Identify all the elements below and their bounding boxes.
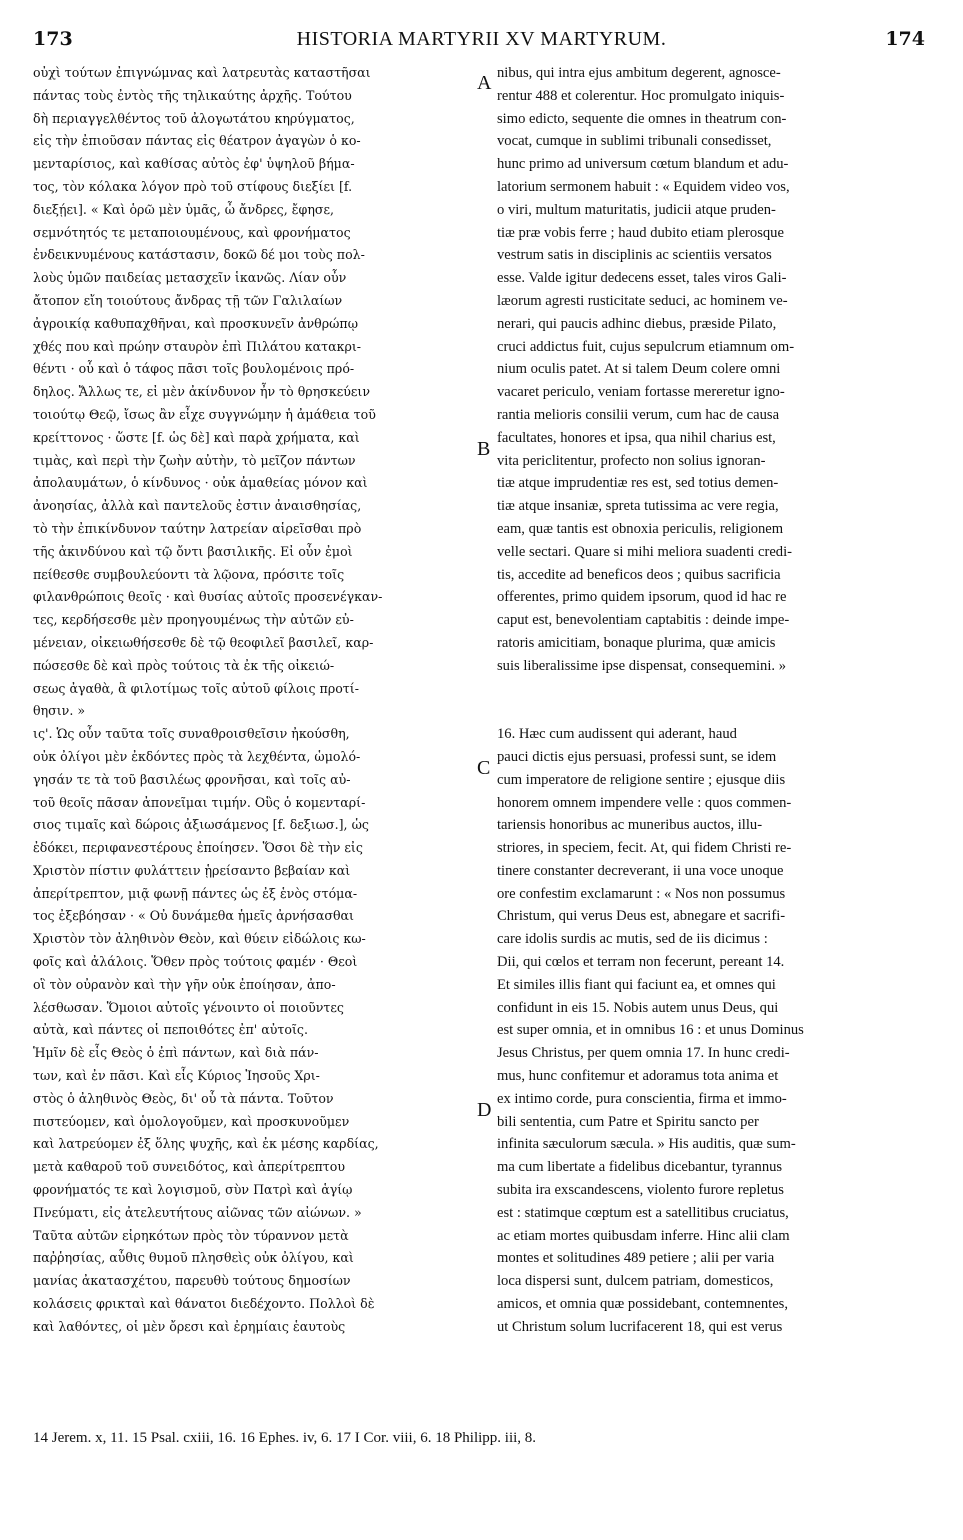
greek-text-line: καὶ λατρεύομεν ἐξ ὅλης ψυχῆς, καὶ ἐκ μέσης καρδίας, bbox=[33, 1136, 379, 1152]
margin-marker-c: C bbox=[477, 757, 491, 779]
latin-text-line: amicos, et omnia quæ possidebant, contemnentes, bbox=[497, 1296, 789, 1313]
latin-text-line: tiæ atque insaniæ, spreta tutissima ac vere regia, bbox=[497, 498, 779, 515]
latin-text-line: ore confestim exclamarunt : « Nos non possumus bbox=[497, 885, 786, 902]
greek-text-line: πάντας τοὺς ἐντὸς τῆς τηλικαύτης ἀρχῆς. Τούτου bbox=[33, 87, 352, 103]
greek-text-line: παῤῥησίας, αὖθις θυμοῦ πλησθεὶς οὐκ ὀλίγου, καὶ bbox=[33, 1250, 354, 1266]
latin-text-line: ma cum libertate a fidelibus dicebantur, tyrannus bbox=[497, 1159, 783, 1176]
greek-text-line: τες, κερδήσεσθε μὲν προηγουμένως τὴν αὐτῶν εὐ- bbox=[33, 612, 354, 628]
greek-text-line: χθές που καὶ πρώην σταυρὸν ἐπὶ Πιλάτου κατακρι- bbox=[33, 338, 362, 354]
margin-marker-a: A bbox=[477, 72, 492, 94]
greek-text-line: ἀπερίτρεπτον, μιᾷ φωνῇ πάντες ὡς ἐξ ἑνὸς στόμα- bbox=[33, 885, 358, 901]
greek-text-line: δὴ περιαγγελθέντος τοῦ ἀλογωτάτου κηρύγματος, bbox=[33, 110, 355, 126]
greek-text-line: ἀνοησίας, ἀλλὰ καὶ παντελοῦς ἐστιν ἀναισθησίας, bbox=[33, 498, 362, 514]
greek-text-line: σεως ἀγαθὰ, ἃ φιλοτίμως τοῖς αὐτοῦ φίλοις προτί- bbox=[33, 680, 359, 696]
latin-text-line: caput est, benevolentiam captabitis : deinde impe- bbox=[497, 612, 790, 629]
greek-text-line: ἐνδεικνυμένους κατάστασιν, δοκῶ δέ μοι τοὺς πολ- bbox=[33, 247, 365, 263]
latin-text-line: nium oculis patet. At si talem Deum colere omni bbox=[497, 361, 781, 378]
greek-text-line: σεμνότητός τε μεταποιουμένους, καὶ φρονήματος bbox=[33, 224, 351, 240]
greek-text-line: τιμὰς, καὶ περὶ τὴν ζωὴν αὐτὴν, τὸ μεῖζον πάντων bbox=[33, 452, 356, 468]
greek-text-line: αὐτὰ, καὶ πάντες οἱ πεποιθότες ἐπ' αὐτοῖς. bbox=[33, 1022, 308, 1038]
greek-text-line: διεξῄει]. « Καὶ ὁρῶ μὲν ὑμᾶς, ὦ ἄνδρες, ἔφησε, bbox=[33, 201, 334, 217]
latin-text-line: nerari, qui paucis adhinc diebus, præside Pilato, bbox=[497, 315, 777, 332]
latin-text-line: infinita sæculorum sæcula. » His auditis, quæ sum- bbox=[497, 1136, 796, 1153]
latin-text-line: subita ira exscandescens, violento furore repletus bbox=[497, 1182, 784, 1199]
latin-text-line: offerentes, primo quidem ipsorum, quod id hac re bbox=[497, 589, 787, 606]
greek-text-line: πώσεσθε δὲ καὶ πρὸς τούτοις τὰ ἐκ τῆς οἰκειώ- bbox=[33, 657, 335, 673]
greek-text-line: κολάσεις φρικταὶ καὶ θάνατοι διεδέχοντο. Πολλοὶ δὲ bbox=[33, 1296, 375, 1312]
latin-text-line: rantia melioris consilii verum, cum hac de causa bbox=[497, 406, 780, 423]
latin-text-line: facultates, honores et ipsa, qua nihil charius est, bbox=[497, 429, 776, 446]
greek-text-line: Πνεύματι, εἰς ἀτελευτήτους αἰῶνας τῶν αἰώνων. » bbox=[33, 1204, 362, 1220]
greek-text-line: μενταρίσιος, καὶ καθίσας αὐτὸς ἐφ' ὑψηλοῦ βήμα- bbox=[33, 156, 355, 172]
latin-column bbox=[497, 62, 925, 1339]
latin-text-line: vacaret periculo, veniam fortasse mereretur igno- bbox=[497, 384, 785, 401]
greek-text-line: φρονήματός τε καὶ λογισμοῦ, σὺν Πατρὶ καὶ ἁγίῳ bbox=[33, 1182, 353, 1198]
margin-marker-d: D bbox=[477, 1099, 492, 1121]
latin-text-line: ac etiam mortes quibusdam inferre. Hinc alii clam bbox=[497, 1227, 790, 1244]
greek-text-line: λοὺς ὑμῶν παιδείας μετασχεῖν ἱκανῶς. Λίαν οὖν bbox=[33, 270, 347, 286]
latin-text-line: ex intimo corde, pura conscientia, firma et immo- bbox=[497, 1090, 787, 1107]
latin-text-line: hunc primo ad universum cœtum blandum et adu- bbox=[497, 156, 789, 173]
greek-text-line: μανίας ἀκατασχέτου, παρευθὺ τούτους δημοσίων bbox=[33, 1273, 351, 1289]
greek-text-line: φοῖς καὶ ἀλάλοις. Ὅθεν πρὸς τούτοις φαμέν · Θεοὶ bbox=[33, 954, 358, 970]
greek-text-line: ἐδόκει, περιφανεστέρους ἐποίησεν. Ὅσοι δὲ τὴν εἰς bbox=[33, 840, 363, 856]
greek-text-line: στὸς ὁ ἀληθινὸς Θεὸς, δι' οὗ τὰ πάντα. Τοῦτον bbox=[33, 1090, 334, 1106]
greek-text-line: ἀγροικίᾳ καθυπαχθῆναι, καὶ προσκυνεῖν ἀνθρώπῳ bbox=[33, 315, 358, 331]
latin-text-line: mus, hunc confitemur et adoramus tota anima et bbox=[497, 1068, 779, 1085]
greek-text-line: τος ἐξεβόησαν · « Οὐ δυνάμεθα ἡμεῖς ἀρνήσασθαι bbox=[33, 908, 354, 924]
latin-text-line: cruci addictus fuit, cujus sepulcrum etiamnum om- bbox=[497, 338, 795, 355]
greek-text-line: Χριστὸν τὸν ἀληθινὸν Θεὸν, καὶ θύειν εἰδώλοις κω- bbox=[33, 931, 366, 947]
latin-text-line: latorium sermonem habuit : « Equidem video vos, bbox=[497, 178, 790, 195]
latin-text-line: læorum agresti rusticitate seduci, ac hominem ve- bbox=[497, 292, 788, 309]
right-page-number: 174 bbox=[885, 28, 925, 50]
greek-text-line: τοῦ θεοῖς πᾶσαν ἀπονεῖμαι τιμήν. Οὓς ὁ κομενταρί- bbox=[33, 794, 366, 810]
greek-text-line: ἀπολαυμάτων, ὁ κίνδυνος · οὐκ ἀμαθείας μόνον καὶ bbox=[33, 475, 368, 491]
latin-text-line: vestrum satis in disciplinis ac scientiis versatos bbox=[497, 247, 772, 264]
greek-text-line: τοιούτῳ Θεῷ, ἴσως ἂν εἶχε συγγνώμην ἡ ἀμάθεια τοῦ bbox=[33, 406, 376, 422]
latin-text-line: tariensis honoribus ac muneribus auctos, illu- bbox=[497, 817, 763, 834]
footnotes: 14 Jerem. x, 11. 15 Psal. cxiii, 16. 16 Ephes. iv, 6. 17 I Cor. viii, 6. 18 Philipp. iii, 8. bbox=[33, 1430, 537, 1446]
greek-text-line: οἳ τὸν οὐρανὸν καὶ τὴν γῆν οὐκ ἐποίησαν, ἀπο- bbox=[33, 976, 336, 992]
latin-text-line bbox=[497, 700, 925, 723]
running-title: HISTORIA MARTYRII XV MARTYRUM. bbox=[296, 28, 667, 50]
latin-text-line: est super omnia, et in omnibus 16 : et unus Dominus bbox=[497, 1022, 804, 1039]
greek-text-line: καὶ λαθόντες, οἱ μὲν ὄρεσι καὶ ἐρημίαις ἑαυτοὺς bbox=[33, 1318, 346, 1334]
greek-text-line: οὐχὶ τούτων ἐπιγνώμνας καὶ λατρευτὰς καταστῆσαι bbox=[33, 65, 371, 80]
latin-text-line: vocat, cumque in sublimi tribunali consedisset, bbox=[497, 133, 772, 150]
latin-text-line: tis, accedite ad beneficos deos ; quibus sacrificia bbox=[497, 566, 781, 583]
greek-text-line: θησιν. » bbox=[33, 703, 86, 719]
margin-marker-b: B bbox=[477, 438, 491, 460]
greek-text-line: οὐκ ὀλίγοι μὲν ἐκδόντες πρὸς τὰ λεχθέντα, ὡμολό- bbox=[33, 748, 361, 764]
latin-text-line: tiæ atque imprudentiæ res est, sed totius demen- bbox=[497, 475, 779, 492]
latin-text-line: Et similes illis fiant qui faciunt ea, et omnes qui bbox=[497, 976, 776, 993]
latin-text-line: vita periclitentur, profecto non solius ignoran- bbox=[497, 452, 766, 469]
latin-text-line: confidunt in eis 15. Nobis autem unus Deus, qui bbox=[497, 999, 779, 1016]
latin-text-line: eam, quæ tantis est obnoxia periculis, religionem bbox=[497, 520, 784, 537]
greek-text-line: των, καὶ ἐν πᾶσι. Καὶ εἷς Κύριος Ἰησοῦς Χρι- bbox=[33, 1068, 320, 1084]
greek-text-line: τος, τὸν κόλακα λόγον πρὸ τοῦ στίφους διεξίει [f. bbox=[33, 178, 353, 194]
greek-text-line: πείθεσθε συμβουλεύοντι τὰ λῷονα, πρόσιτε τοῖς bbox=[33, 566, 345, 582]
greek-text-line: μένειαν, οἰκειωθήσεσθε δὲ τῷ θεοφιλεῖ βασιλεῖ, καρ- bbox=[33, 634, 374, 650]
latin-text-line: bili sententia, cum Patre et Spiritu sancto per bbox=[497, 1113, 759, 1130]
greek-text-line: λέσθωσαν. Ὅμοιοι αὐτοῖς γένοιντο οἱ ποιοῦντες bbox=[33, 999, 344, 1015]
latin-text-line: tiæ præ vobis ferre ; haud dubito etiam plerosque bbox=[497, 224, 784, 241]
latin-text-line: care idolis surdis ac mutis, sed de iis dicimus : bbox=[497, 931, 768, 948]
latin-text-line: rentur 488 et colerentur. Hoc promulgato iniquis- bbox=[497, 87, 785, 104]
latin-text-line: nibus, qui intra ejus ambitum degerent, agnosce- bbox=[497, 65, 781, 81]
greek-column bbox=[33, 62, 475, 1339]
latin-text-line: loca dispersi sunt, dulcem patriam, domesticos, bbox=[497, 1273, 774, 1290]
greek-text-line: ις'. Ὡς οὖν ταῦτα τοῖς συναθροισθεῖσιν ἠκούσθη, bbox=[33, 726, 350, 742]
latin-text-line: velle sectari. Quare si mihi meliora suadenti credi- bbox=[497, 543, 793, 560]
latin-text-line: est : statimque cœptum est a satellitibus cruciatus, bbox=[497, 1204, 789, 1221]
latin-text-line: Jesus Christus, per quem omnia 17. In hunc credi- bbox=[497, 1045, 790, 1062]
greek-text-line: τῆς ἀκινδύνου καὶ τῷ ὄντι βασιλικῆς. Εἰ οὖν ἐμοὶ bbox=[33, 543, 353, 559]
latin-text-line: Christum, qui verus Deus est, abnegare et sacrifi- bbox=[497, 908, 786, 925]
latin-text-line: tinere constanter decreverant, ii una voce unoque bbox=[497, 862, 784, 879]
latin-text-line: ut Christum solum lucrifacerent 18, qui est verus bbox=[497, 1318, 783, 1335]
greek-text-line: Χριστὸν πίστιν φυλάττειν ᾑρείσαντο βεβαίαν καὶ bbox=[33, 862, 351, 878]
greek-text-line: μετὰ καθαροῦ τοῦ συνειδότος, καὶ ἀπερίτρεπτου bbox=[33, 1159, 345, 1175]
latin-text-line: simo edicto, sequente die omnes in theatrum con- bbox=[497, 110, 787, 127]
latin-text-line: montes et solitudines 489 petiere ; alii per varia bbox=[497, 1250, 775, 1267]
latin-text-line: honorem omnem impendere velle : quos commen- bbox=[497, 794, 792, 811]
latin-text-line: ratoris amicitiam, bonaque plurima, quæ amicis bbox=[497, 634, 776, 651]
greek-text-line: σιος τιμαῖς καὶ δώροις ἀξιωσάμενος [f. δεξιωσ.], ὡς bbox=[33, 817, 369, 833]
latin-text-line: esse. Valde igitur dedecens esset, tales viros Gali- bbox=[497, 270, 787, 287]
latin-text-line: o viri, multum maturitatis, judicii atque pruden- bbox=[497, 201, 776, 218]
greek-text-line: γησάν τε τὰ τοῦ βασιλέως φρονῆσαι, καὶ τοῖς αὐ- bbox=[33, 771, 351, 787]
latin-text-line: suis liberalissime ipse dispensat, consequemini. » bbox=[497, 657, 786, 674]
greek-text-line: πιστεύομεν, καὶ ὁμολογοῦμεν, καὶ προσκυνοῦμεν bbox=[33, 1113, 350, 1129]
greek-text-line: κρείττονος · ὥστε [f. ὡς δὲ] καὶ παρὰ χρήματα, καὶ bbox=[33, 429, 360, 445]
latin-text-line: pauci dictis ejus persuasi, professi sunt, se idem bbox=[497, 748, 777, 765]
latin-text-line: Dii, qui cœlos et terram non fecerunt, pereant 14. bbox=[497, 954, 785, 971]
greek-text-line: θέντι · οὗ καὶ ὁ τάφος πᾶσι τοῖς βουλομένοις πρό- bbox=[33, 361, 355, 377]
greek-text-line: φιλανθρώποις θεοῖς · καὶ θυσίας αὐτοῖς προσενέγκαν- bbox=[33, 589, 383, 605]
latin-text-line: 16. Hæc cum audissent qui aderant, haud bbox=[497, 726, 737, 743]
latin-text-line bbox=[497, 678, 925, 701]
greek-text-line: τὸ τὴν ἐπικίνδυνον ταύτην λατρείαν αἱρεῖσθαι πρὸ bbox=[33, 520, 362, 536]
greek-text-line: ἄτοπον εἴη τοιούτους ἄνδρας τῇ τῶν Γαλιλαίων bbox=[33, 292, 343, 308]
left-page-number: 173 bbox=[33, 28, 73, 50]
greek-text-line: Ἡμῖν δὲ εἷς Θεὸς ὁ ἐπὶ πάντων, καὶ διὰ πάν- bbox=[33, 1045, 319, 1061]
greek-text-line: Ταῦτα αὐτῶν εἰρηκότων πρὸς τὸν τύραννον μετὰ bbox=[33, 1227, 349, 1243]
latin-text-line: striores, in speciem, fecit. At, qui fidem Christi re- bbox=[497, 840, 792, 857]
greek-text-line: εἰς τὴν ἐπιοῦσαν πάντας εἰς θέατρον ἀγαγὼν ὁ κο- bbox=[33, 133, 361, 149]
greek-text-line: δηλος. Ἄλλως τε, εἰ μὲν ἀκίνδυνον ἦν τὸ θρησκεύειν bbox=[33, 384, 371, 400]
latin-text-line: cum imperatore de religione sentire ; ejusque diis bbox=[497, 771, 786, 788]
